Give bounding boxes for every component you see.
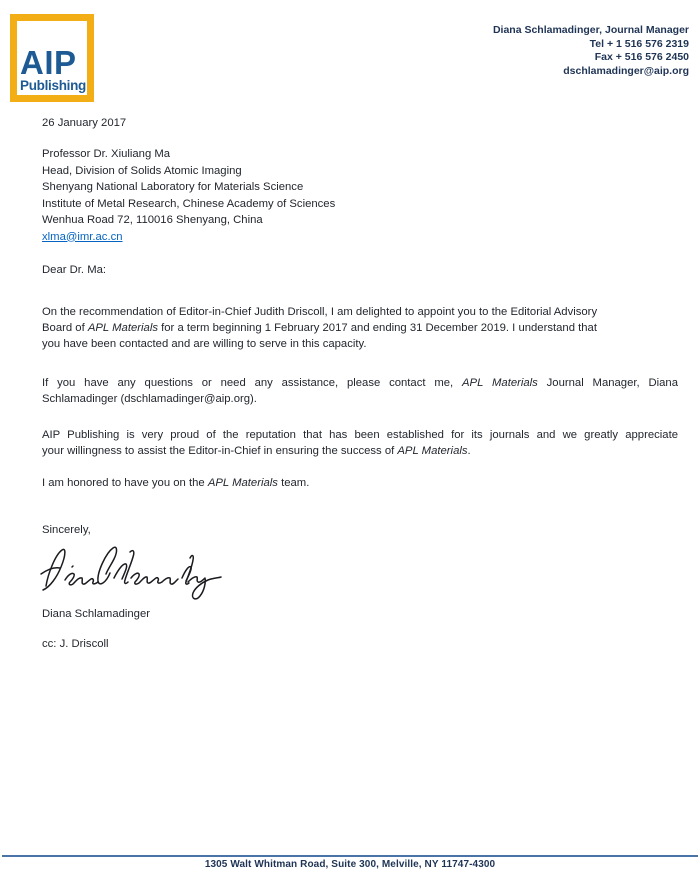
recipient-email-link[interactable]: xlma@imr.ac.cn [42,230,123,243]
header-contact-line: Diana Schlamadinger, Journal Manager [492,24,689,36]
letter-paragraphs [42,304,678,491]
letter-body [42,115,678,652]
paragraph-line: AIP Publishing is very proud of the reputation that has been established for its journals and we greatly appreciate [42,429,678,441]
footer-rule [2,855,698,857]
logo-text-aip: AIP [20,44,77,81]
paragraph-line: Board of APL Materials for a term beginning 1 February 2017 and ending 31 December 2019. I understand that [42,322,597,334]
logo-text-publishing: Publishing [20,78,86,93]
paragraph-line: Schlamadinger (dschlamadinger@aip.org). [42,393,257,405]
salutation: Dear Dr. Ma: [42,264,107,276]
recipient-address-line: Professor Dr. Xiuliang Ma [42,148,171,160]
typed-signature-name: Diana Schlamadinger [42,608,151,620]
letter-paragraph [42,304,678,352]
letter-paragraph [42,475,678,491]
paragraph-line: you have been contacted and are willing to serve in this capacity. [42,338,367,350]
recipient-address-block [42,146,678,229]
letter-date: 26 January 2017 [42,117,127,129]
header-contact-line: Tel + 1 516 576 2319 [589,37,689,50]
closing: Sincerely, [42,524,91,536]
aip-publishing-logo [10,14,94,102]
header-contact-block [493,24,689,78]
paragraph-line: If you have any questions or need any assistance, please contact me, APL Materials Journal Manager, Diana [42,377,678,389]
recipient-address-line: Wenhua Road 72, 110016 Shenyang, China [42,214,263,226]
footer [0,855,700,870]
footer-address: 1305 Walt Whitman Road, Suite 300, Melville, NY 11747-4300 [204,859,496,870]
recipient-address-line: Institute of Metal Research, Chinese Academy of Sciences [42,197,336,210]
recipient-address-line: Shenyang National Laboratory for Materials Science [42,181,304,193]
letter-paragraph [42,427,678,459]
paragraph-line: I am honored to have you on the APL Materials team. [42,477,310,489]
paragraph-line: On the recommendation of Editor-in-Chief Judith Driscoll, I am delighted to appoint you to the Editorial Advisory [42,306,598,318]
paragraph-line: your willingness to assist the Editor-in-Chief in ensuring the success of APL Materials. [42,445,471,457]
header-contact-line: Fax + 516 576 2450 [594,51,689,63]
header-contact-line: dschlamadinger@aip.org [563,64,689,77]
letter-paragraph [42,375,678,407]
cc-line: cc: J. Driscoll [42,638,109,650]
signature-image [38,540,223,600]
recipient-address-line: Head, Division of Solids Atomic Imaging [42,164,242,177]
